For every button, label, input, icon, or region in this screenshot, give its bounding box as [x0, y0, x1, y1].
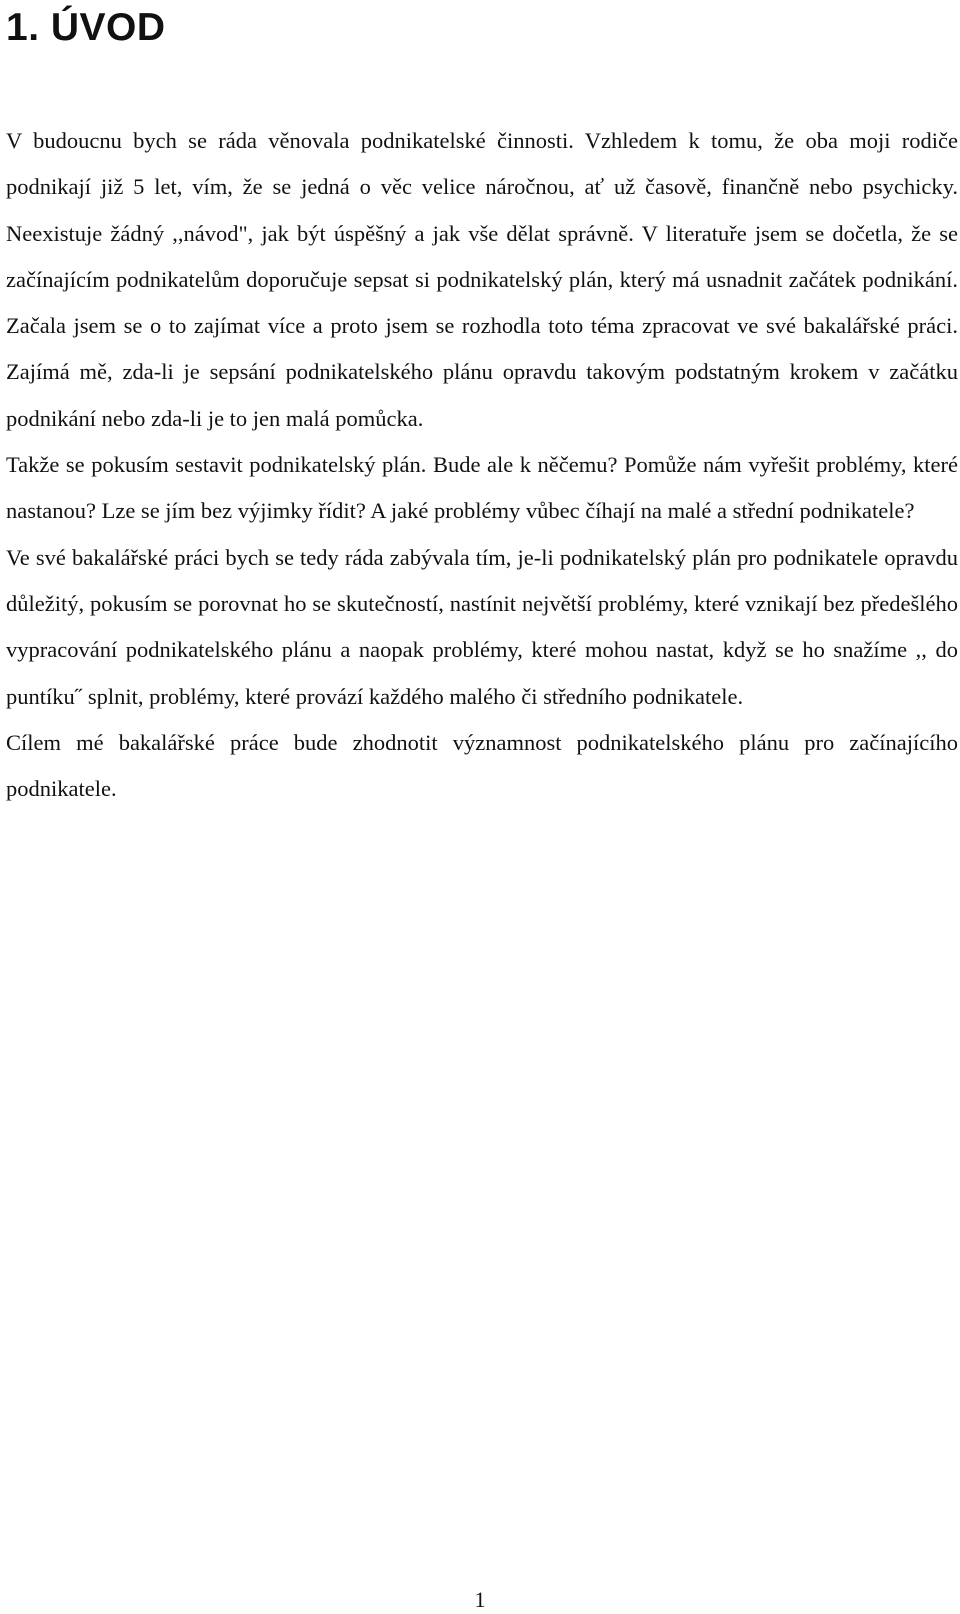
- paragraph-approach: Ve své bakalářské práci bych se tedy ráda zabývala tím, je-li podnikatelský plán pro podnikatele opravdu důležitý, pokusím se porovnat ho se skutečností, nastínit největší problémy, které vznikají bez předešlého vypracování podnikatelského plánu a naopak problémy, které mohou nastat, když se ho snažíme ,, do puntíku˝ splnit, problémy, které provází každého malého či středního podnikatele.: [6, 544, 958, 709]
- paragraph-questions: Takže se pokusím sestavit podnikatelský plán. Bude ale k něčemu? Pomůže nám vyřešit problémy, které nastanou? Lze se jím bez výjimky řídit? A jaké problémy vůbec číhají na malé a střední podnikatele?: [6, 452, 958, 524]
- paragraph-goal: Cílem mé bakalářské práce bude zhodnotit významnost podnikatelského plánu pro začínajícího podnikatele.: [6, 729, 958, 802]
- page-number: 1: [474, 1587, 486, 1612]
- chapter-body: [6, 118, 958, 812]
- chapter-heading: 1. ÚVOD: [6, 6, 166, 49]
- paragraph-intro: V budoucnu bych se ráda věnovala podnikatelské činnosti. Vzhledem k tomu, že oba moji rodiče podnikají již 5 let, vím, že se jedná o věc velice náročnou, ať už časově, finančně nebo psychicky. Neexistuje žádný ,,návod", jak být úspěšný a jak vše dělat správně. V literatuře jsem se dočetla, že se začínajícím podnikatelům doporučuje sepsat si podnikatelský plán, který má usnadnit začátek podnikání. Začala jsem se o to zajímat více a proto jsem se rozhodla toto téma zpracovat ve své bakalářské práci. Zajímá mě, zda-li je sepsání podnikatelského plánu opravdu takovým podstatným krokem v začátku podnikání nebo zda-li je to jen malá pomůcka.: [6, 128, 958, 431]
